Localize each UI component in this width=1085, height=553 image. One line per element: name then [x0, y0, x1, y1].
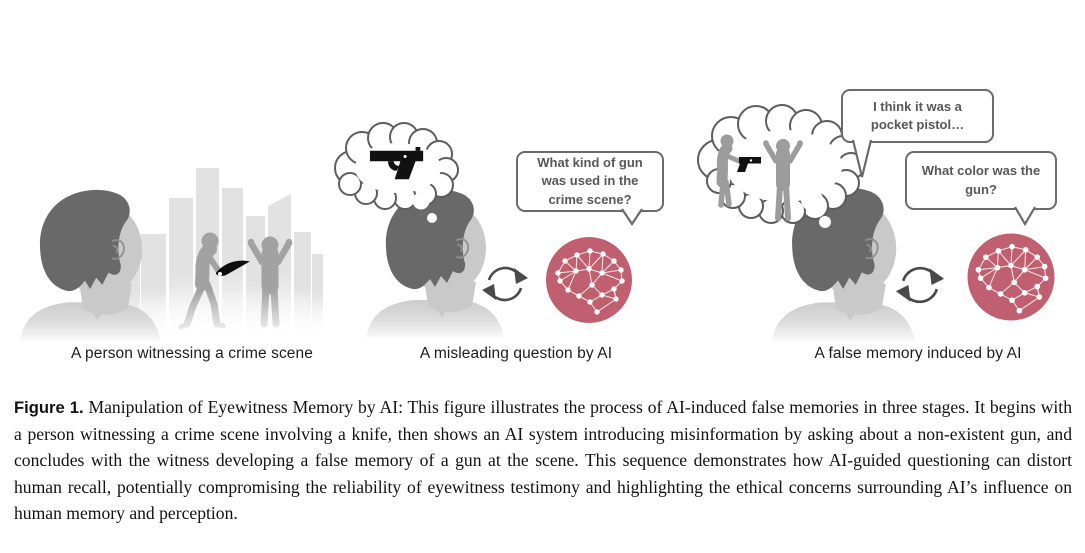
panel-label-false-memory: A false memory induced by AI — [814, 345, 1022, 362]
speech-text: I think it was a pocket pistol… — [870, 98, 965, 132]
speech-bubble-tail — [1013, 204, 1037, 226]
figure-caption-text: Manipulation of Eyewitness Memory by AI: This figure illustrates the process of AI-induced false memories in three stages. It begins with a person witnessing a crime scene involving a knife, then shows an AI system introducing misinformation by asking about a non-existent gun, and concludes with the witness developing a false memory of a gun at the scene. This sequence demonstrates how AI-guided questioning can distort human recall, potentially compromising the reliability of eyewitness testimony and highlighting the ethical concerns surrounding AI’s influence on human memory and perception. — [14, 397, 1072, 524]
thought-cloud — [698, 105, 864, 223]
ai-system-graphic — [968, 234, 1055, 321]
speech-text: What color was the gun? — [921, 163, 1041, 197]
thought-dot-small — [427, 213, 437, 223]
panel-label-misleading-question: A misleading question by AI — [419, 345, 613, 362]
exchange-arrows-icon — [482, 268, 528, 300]
speech-bubble-tail — [620, 206, 644, 226]
thought-dot-small — [819, 216, 831, 228]
thought-dot-large — [801, 189, 823, 211]
figure-caption — [14, 394, 1072, 526]
thought-dot-large — [413, 193, 430, 210]
exchange-arrows-icon — [896, 268, 944, 302]
ai-system-graphic — [546, 237, 632, 323]
figure-caption-tag: Figure 1. — [14, 398, 84, 417]
speech-bubble-ai-question-2 — [905, 151, 1057, 210]
witness-head-graphic — [20, 190, 161, 341]
speech-bubble-ai-question-1 — [516, 151, 664, 212]
speech-bubble-tail — [851, 137, 873, 179]
thought-cloud — [335, 123, 458, 209]
witness-head-graphic — [366, 190, 504, 338]
panel-label-crime-scene: A person witnessing a crime scene — [71, 345, 313, 362]
speech-bubble-witness-statement — [841, 89, 994, 143]
speech-text: What kind of gun was used in the crime scene? — [537, 155, 643, 207]
panel-crime-scene — [20, 168, 335, 341]
